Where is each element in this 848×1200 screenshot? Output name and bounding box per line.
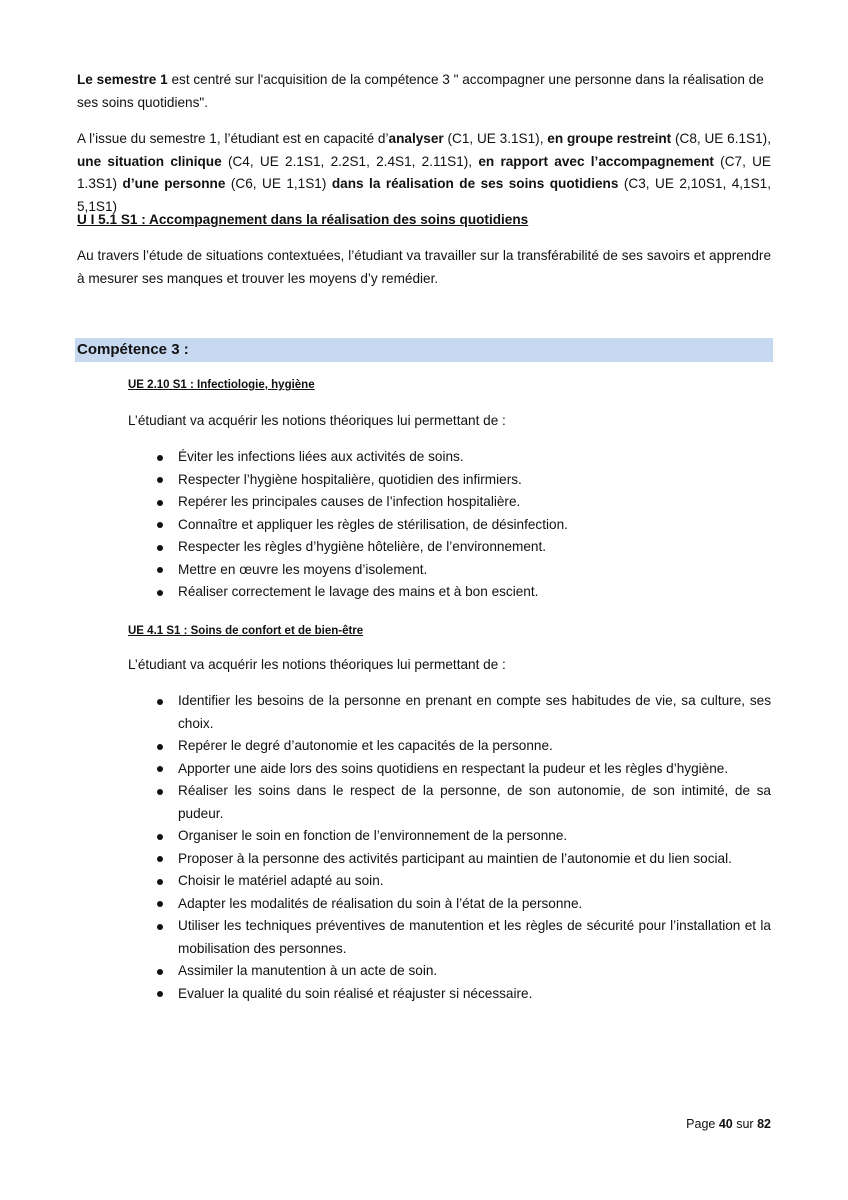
- ue-4-1-list: [155, 690, 771, 1005]
- bullet-icon: [157, 789, 163, 795]
- ue-4-1-title: UE 4.1 S1 : Soins de confort et de bien-être: [128, 625, 364, 637]
- text-run: (C7, UE 1.3S1): [77, 153, 771, 191]
- ui-heading: U I 5.1 S1 : Accompagnement dans la réalisation des soins quotidiens: [77, 212, 529, 227]
- list-item: [155, 983, 771, 1006]
- bullet-icon: [157, 522, 163, 528]
- text-run: A l’issue du semestre 1, l’étudiant est en capacité d’: [77, 131, 389, 146]
- ue-2-10-intro: L’étudiant va acquérir les notions théoriques lui permettant de :: [128, 413, 506, 428]
- list-item-text: Éviter les infections liées aux activités de soins.: [178, 449, 464, 464]
- list-item: [155, 559, 771, 582]
- bullet-icon: [157, 455, 163, 461]
- list-item-text: Repérer le degré d’autonomie et les capacités de la personne.: [178, 738, 553, 753]
- list-item-text: Proposer à la personne des activités participant au maintien de l’autonomie et du lien social.: [178, 850, 732, 866]
- list-item-text: Utiliser les techniques préventives de manutention et les règles de sécurité pour l’installation et la mobilisation des personnes.: [178, 918, 771, 956]
- list-item-text: Choisir le matériel adapté au soin.: [178, 873, 384, 888]
- bullet-icon: [157, 991, 163, 997]
- list-item: [155, 536, 771, 559]
- text-run: (C1, UE 3.1S1),: [443, 131, 548, 146]
- list-item: [155, 446, 771, 469]
- page-footer: [686, 1115, 771, 1133]
- bullet-icon: [157, 924, 163, 930]
- text-run: en groupe restreint: [547, 131, 672, 146]
- ue-4-1-intro: L’étudiant va acquérir les notions théoriques lui permettant de :: [128, 657, 506, 672]
- list-item: [155, 870, 771, 893]
- list-item: [155, 690, 771, 735]
- list-item-text: Respecter l’hygiène hospitalière, quotidien des infirmiers.: [178, 471, 522, 487]
- text-run: dans la réalisation de ses soins quotidiens: [331, 176, 619, 191]
- list-item: [155, 514, 771, 537]
- list-item: [155, 915, 771, 960]
- text-run: une situation clinique: [77, 153, 222, 169]
- text-run: (C6, UE 1,1S1): [225, 176, 332, 191]
- text-run: (C8, UE 6.1S1),: [671, 131, 771, 146]
- list-item: [155, 825, 771, 848]
- list-item: [155, 469, 771, 492]
- list-item: [155, 581, 771, 604]
- text-run: en rapport avec l’accompagnement: [478, 153, 714, 169]
- list-item-text: Adapter les modalités de réalisation du soin à l’état de la personne.: [178, 895, 583, 911]
- list-item: [155, 735, 771, 758]
- total-pages: 82: [757, 1117, 771, 1131]
- text-run: Le semestre 1: [77, 72, 168, 87]
- competence-title: Compétence 3 :: [77, 341, 189, 358]
- intro-paragraph-1: [77, 69, 771, 114]
- list-item: [155, 780, 771, 825]
- list-item-text: Connaître et appliquer les règles de stérilisation, de désinfection.: [178, 516, 568, 532]
- list-item-text: Respecter les règles d’hygiène hôtelière, de l’environnement.: [178, 539, 547, 554]
- bullet-icon: [157, 901, 163, 907]
- list-item: [155, 758, 771, 781]
- list-item-text: Organiser le soin en fonction de l’environnement de la personne.: [178, 828, 568, 843]
- bullet-icon: [157, 879, 163, 885]
- list-item-text: Evaluer la qualité du soin réalisé et réajuster si nécessaire.: [178, 985, 533, 1001]
- list-item-text: Réaliser correctement le lavage des mains et à bon escient.: [178, 584, 539, 599]
- page-number: 40: [718, 1117, 733, 1131]
- ue-2-10-title: UE 2.10 S1 : Infectiologie, hygiène: [128, 379, 315, 391]
- list-item-text: Repérer les principales causes de l’infection hospitalière.: [178, 494, 521, 509]
- list-item-text: Mettre en œuvre les moyens d’isolement.: [178, 561, 428, 577]
- list-item-text: Identifier les besoins de la personne en prenant en compte ses habitudes de vie, sa culture, ses choix.: [178, 693, 771, 731]
- page-of-label: sur: [736, 1117, 754, 1131]
- bullet-icon: [157, 766, 163, 772]
- bullet-icon: [157, 856, 163, 862]
- text-run: (C3, UE 2,10S1, 4,1S1, 5,1S1): [77, 176, 771, 214]
- bullet-icon: [157, 567, 163, 573]
- intro-paragraph-2: [77, 128, 771, 218]
- bullet-icon: [157, 834, 163, 840]
- bullet-icon: [157, 699, 163, 705]
- intro-paragraph-3: Au travers l’étude de situations contextuées, l’étudiant va travailler sur la transférabilité de ses savoirs et apprendre à mesurer ses manques et trouver les moyens d’y remédier.: [77, 248, 771, 286]
- bullet-icon: [157, 500, 163, 506]
- bullet-icon: [157, 744, 163, 750]
- page-label: Page: [686, 1117, 716, 1131]
- ue-2-10-list: [155, 446, 771, 604]
- list-item: [155, 893, 771, 916]
- list-item-text: Apporter une aide lors des soins quotidiens en respectant la pudeur et les règles d’hygiène.: [178, 760, 729, 776]
- list-item-text: Réaliser les soins dans le respect de la personne, de son autonomie, de son intimité, de sa pudeur.: [178, 783, 771, 821]
- text-run: d’une personne: [122, 176, 226, 191]
- text-run: analyser: [388, 131, 444, 146]
- bullet-icon: [157, 969, 163, 975]
- bullet-icon: [157, 590, 163, 596]
- list-item: [155, 491, 771, 514]
- bullet-icon: [157, 477, 163, 483]
- text-run: est centré sur l'acquisition de la compétence 3 " accompagner une personne dans la réalisation de ses soins quotidiens".: [77, 72, 764, 110]
- list-item: [155, 960, 771, 983]
- bullet-icon: [157, 545, 163, 551]
- list-item: [155, 848, 771, 871]
- text-run: (C4, UE 2.1S1, 2.2S1, 2.4S1, 2.11S1),: [221, 153, 479, 169]
- list-item-text: Assimiler la manutention à un acte de soin.: [178, 963, 438, 978]
